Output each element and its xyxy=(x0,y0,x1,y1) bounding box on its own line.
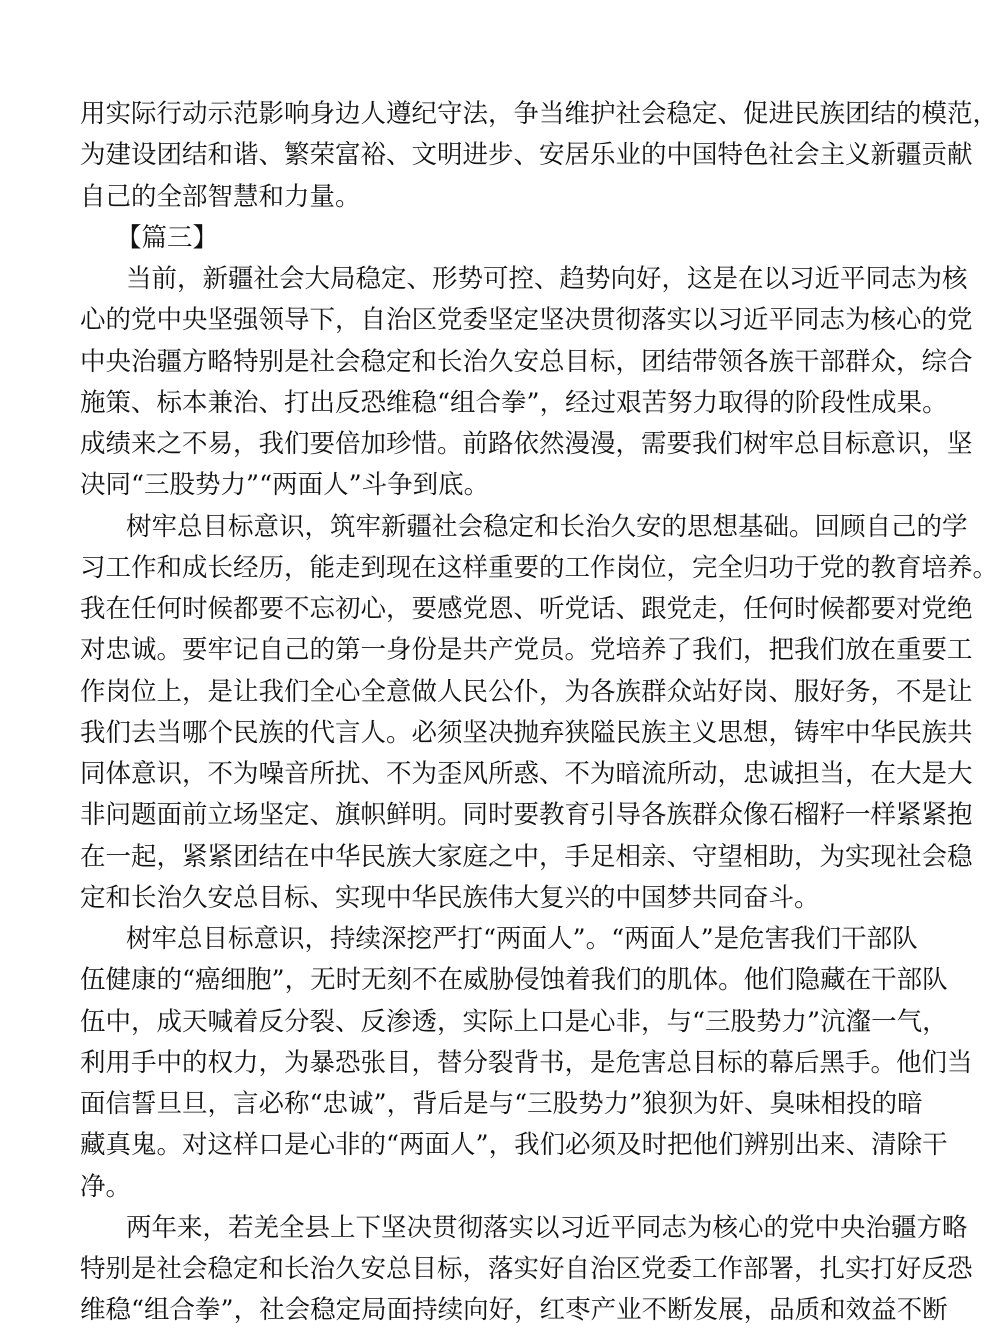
text-line: 心的党中央坚强领导下，自治区党委坚定坚决贯彻落实以习近平同志为核心的党 xyxy=(80,305,973,336)
text-line: 特别是社会稳定和长治久安总目标，落实好自治区党委工作部署，扎实打好反恐 xyxy=(80,1254,973,1284)
paragraph-first-line: 当前，新疆社会大局稳定、形势可控、趋势向好，这是在以习近平同志为核 xyxy=(126,264,968,294)
text-line: 施策、标本兼治、打出反恐维稳“组合拳”，经过艰苦努力取得的阶段性成果。 xyxy=(80,387,948,418)
text-line: 对忠诚。要牢记自己的第一身份是共产党员。党培养了我们，把我们放在重要工 xyxy=(80,635,973,666)
text-line: 面信誓旦旦，言必称“忠诚”，背后是与“三股势力”狼狈为奸、臭味相投的暗 xyxy=(80,1089,923,1119)
paragraph-first-line: 树牢总目标意识，筑牢新疆社会稳定和长治久安的思想基础。回顾自己的学 xyxy=(126,511,968,542)
text-line: 我们去当哪个民族的代言人。必须坚决抛弃狭隘民族主义思想，铸牢中华民族共 xyxy=(80,717,973,748)
text-line: 习工作和成长经历，能走到现在这样重要的工作岗位，完全归功于党的教育培养。 xyxy=(80,552,998,583)
text-line: 自己的全部智慧和力量。 xyxy=(80,181,361,212)
text-line: 伍健康的“癌细胞”，无时无刻不在威胁侵蚀着我们的肌体。他们隐藏在干部队 xyxy=(80,965,948,996)
text-line: 我在任何时候都要不忘初心，要感党恩、听党话、跟党走，任何时候都要对党绝 xyxy=(80,594,973,624)
text-line: 维稳“组合拳”，社会稳定局面持续向好，红枣产业不断发展，品质和效益不断 xyxy=(80,1295,948,1326)
text-line: 中央治疆方略特别是社会稳定和长治久安总目标，团结带领各族干部群众，综合 xyxy=(80,346,973,377)
text-line: 在一起，紧紧团结在中华民族大家庭之中，手足相亲、守望相助，为实现社会稳 xyxy=(80,841,973,872)
text-line: 非问题面前立场坚定、旗帜鲜明。同时要教育引导各族群众像石榴籽一样紧紧抱 xyxy=(80,800,973,831)
text-line: 决同“三股势力”“两面人”斗争到底。 xyxy=(80,470,490,501)
text-line: 藏真鬼。对这样口是心非的“两面人”，我们必须及时把他们辨别出来、清除干 xyxy=(80,1130,948,1161)
paragraph-first-line: 两年来，若羌全县上下坚决贯彻落实以习近平同志为核心的党中央治疆方略 xyxy=(126,1212,968,1243)
text-line: 定和长治久安总目标、实现中华民族伟大复兴的中国梦共同奋斗。 xyxy=(80,882,820,913)
text-line: 成绩来之不易，我们要倍加珍惜。前路依然漫漫，需要我们树牢总目标意识，坚 xyxy=(80,429,973,459)
document-body xyxy=(80,94,998,1332)
text-line: 净。 xyxy=(80,1171,132,1202)
text-line: 用实际行动示范影响身边人遵纪守法，争当维护社会稳定、促进民族团结的模范， xyxy=(80,99,998,129)
text-line: 作岗位上，是让我们全心全意做人民公仆，为各族群众站好岗、服好务，不是让 xyxy=(80,676,973,707)
text-line: 利用手中的权力，为暴恐张目，替分裂背书，是危害总目标的幕后黑手。他们当 xyxy=(80,1047,973,1078)
text-line: 为建设团结和谐、繁荣富裕、文明进步、安居乐业的中国特色社会主义新疆贡献 xyxy=(80,140,973,171)
paragraph-first-line: 树牢总目标意识，持续深挖严打“两面人”。“两面人”是危害我们干部队 xyxy=(126,924,918,954)
text-line: 同体意识，不为噪音所扰、不为歪风所惑、不为暗流所动，忠诚担当，在大是大 xyxy=(80,759,973,789)
text-line: 伍中，成天喊着反分裂、反渗透，实际上口是心非，与“三股势力”沆瀣一气， xyxy=(80,1006,948,1037)
section-heading: 【篇三】 xyxy=(116,222,219,253)
